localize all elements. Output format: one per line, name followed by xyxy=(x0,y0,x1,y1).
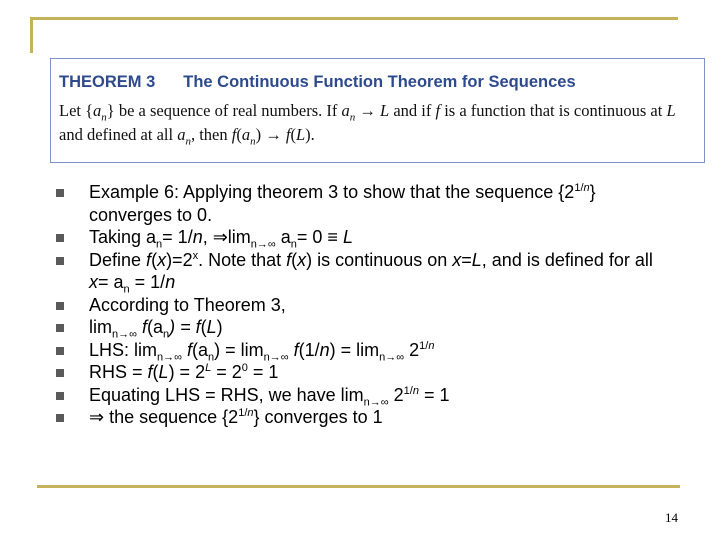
square-bullet-icon xyxy=(56,324,64,332)
list-item: Taking $a_n= 1/n$, $\Rightarrow\lim_{n\to\infty}$ $a_n= 0 \equiv L$ xyxy=(56,226,676,249)
theorem-header xyxy=(59,73,576,92)
theorem-box xyxy=(50,58,705,163)
square-bullet-icon xyxy=(56,302,64,310)
list-item: RHS = $f(L) = 2^L = 2^0 = 1$ xyxy=(56,361,676,384)
list-item: LHS: $\lim_{n\to\infty} f(a_n) = \lim_{n\to\infty} f(1/n) = \lim_{n\to\infty} 2^{1/n}$ xyxy=(56,339,676,362)
square-bullet-icon xyxy=(56,369,64,377)
square-bullet-icon xyxy=(56,347,64,355)
square-bullet-icon xyxy=(56,392,64,400)
square-bullet-icon xyxy=(56,257,64,265)
square-bullet-icon xyxy=(56,234,64,242)
list-item: $\lim_{n\to\infty} f(a_n) = f(L)$ xyxy=(56,316,676,339)
theorem-label: THEOREM 3 xyxy=(59,73,156,91)
list-item: Define $f(x)=2^x$. Note that f(x) is continuous on x=L, and is defined for all $x= a_n = 1/n$ xyxy=(56,249,676,294)
list-item: Example 6: Applying theorem 3 to show that the sequence $\{2^{1/n}\}$ converges to 0. xyxy=(56,181,676,226)
frame-bottom-rule xyxy=(37,485,680,488)
list-item: ⇒ the sequence $\{2^{1/n}\}$ converges to 1 xyxy=(56,406,676,429)
list-item: According to Theorem 3, xyxy=(56,294,676,317)
bullet-list xyxy=(56,181,676,429)
page-number: 14 xyxy=(665,510,678,525)
square-bullet-icon xyxy=(56,189,64,197)
list-item: Equating LHS = RHS, we have $\lim_{n\to\infty} 2^{1/n} = 1$ xyxy=(56,384,676,407)
frame-top-rule xyxy=(30,17,678,20)
theorem-statement: Let $\{a_n\}$ be a sequence of real numbers. If $a_n \to L$ and if f is a function that is continuous at L and defined at all $a_n$, then $f(a_n) \to f(L)$. xyxy=(59,101,676,148)
frame-left-rule xyxy=(30,17,33,53)
theorem-title: The Continuous Function Theorem for Sequences xyxy=(183,73,576,91)
square-bullet-icon xyxy=(56,414,64,422)
